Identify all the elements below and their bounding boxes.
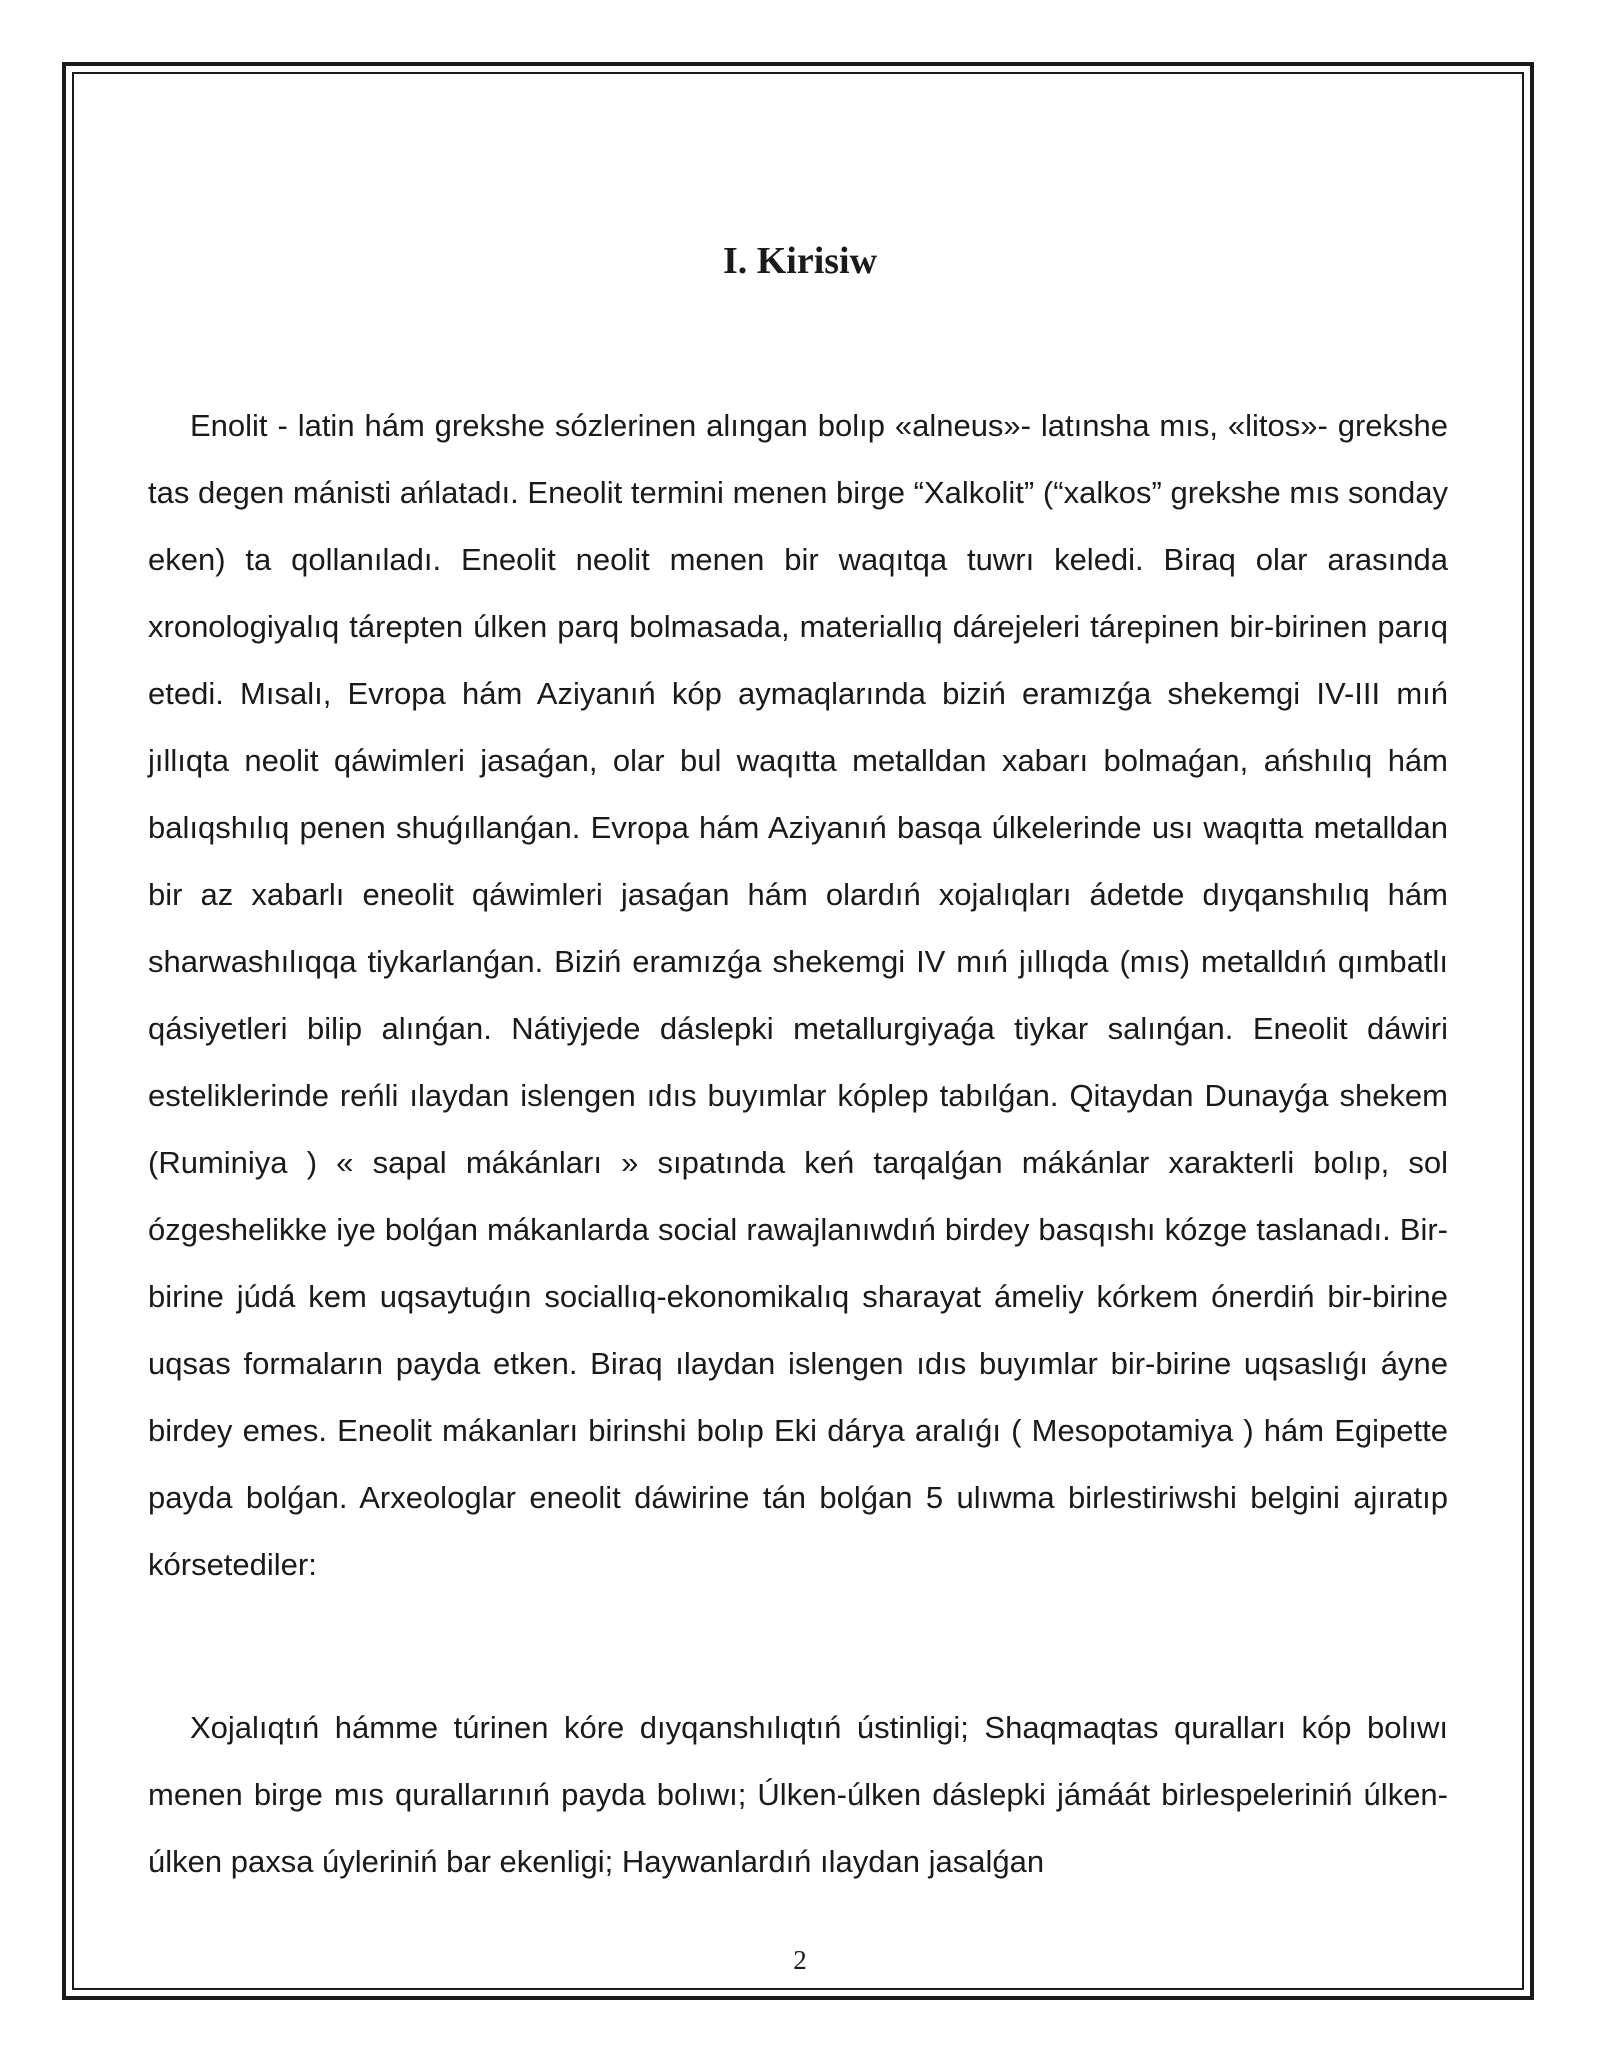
paragraph-1: Enolit - latin hám grekshe sózlerinen alıngan bolıp «alneus»- latınsha mıs, «litos»- grekshe tas degen mánisti ańlatadı. Eneolit termini menen birge “Xalkolit” (“xalkos” grekshe mıs sonday eken) ta qollanıladı. Eneolit neolit menen bir waqıtqa tuwrı keledi. Biraq olar arasında xronologiyalıq tárepten úlken parq bolmasada, materiallıq dárejeleri tárepinen bir-birinen parıq etedi. Mısalı, Evropa hám Aziyanıń kóp aymaqlarında biziń eramızǵa shekemgi IV-III mıń jıllıqta neolit qáwimleri jasaǵan, olar bul waqıtta metalldan xabarı bolmaǵan, ańshılıq hám balıqshılıq penen shuǵıllanǵan. Evropa hám Aziyanıń basqa úlkelerinde usı waqıtta metalldan bir az xabarlı eneolit qáwimleri jasaǵan hám olardıń xojalıqları ádetde dıyqanshılıq hám sharwashılıqqa tiykarlanǵan. Biziń eramızǵa shekemgi IV mıń jıllıqda (mıs) metalldıń qımbatlı qásiyetleri bilip alınǵan. Nátiyjede dáslepki metallurgiyaǵa tiykar salınǵan. Eneolit dáwiri esteliklerinde reńli ılaydan islengen ıdıs buyımlar kóplep tabılǵan. Qitaydan Dunayǵa shekem (Ruminiya ) « sapal mákánları » sıpatında keń tarqalǵan mákánlar xarakterli bolıp, sol ózgeshelikke iye bolǵan mákanlarda social rawajlanıwdıń birdey basqıshı kózge taslanadı. Bir-birine júdá kem uqsaytuǵın sociallıq-ekonomikalıq sharayat ámeliy kórkem ónerdiń bir-birine uqsas formaların payda etken. Biraq ılaydan islengen ıdıs buyımlar bir-birine uqsaslıǵı áyne birdey emes. Eneolit mákanları birinshi bolıp Eki dárya aralıǵı ( Mesopotamiya ) hám Egipette payda bolǵan. Arxeologlar eneolit dáwirine tán bolǵan 5 ulıwma birlestiriwshi belgini ajıratıp kórsetediler: [148, 408, 1448, 1582]
page-number: 2 [793, 1945, 807, 1975]
section-title: I. Kirisiw [722, 240, 878, 282]
paragraph-2: Xojalıqtıń hámme túrinen kóre dıyqanshılıqtıń ústinligi; Shaqmaqtas quralları kóp bolıwı menen birge mıs qurallarınıń payda bolıwı; Úlken-úlken dáslepki jámáát birlespeleriniń úlken-úlken paxsa úyleriniń bar ekenligi; Haywanlardıń ılaydan jasalǵan [148, 1710, 1448, 1879]
